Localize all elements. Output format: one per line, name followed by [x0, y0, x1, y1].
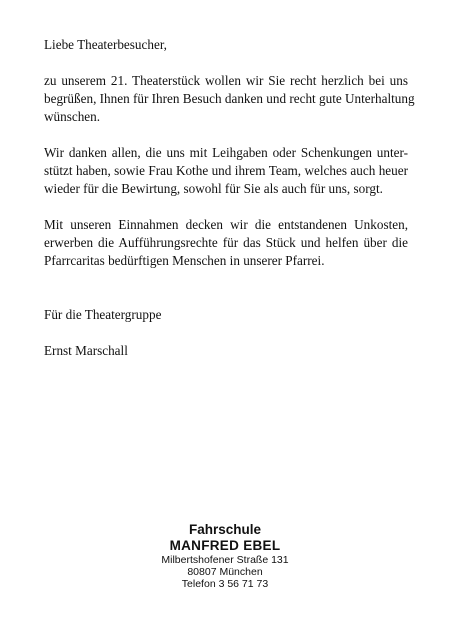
sponsor-footer [0, 522, 450, 590]
paragraph-line: wieder für die Bewirtung, sowohl für Sie als auch für uns, sorgt. [44, 181, 383, 196]
paragraph-line: Pfarrcaritas bedürftigen Menschen in unserer Pfarrei. [44, 253, 325, 268]
paragraph-income [44, 216, 408, 270]
paragraph-thanks [44, 144, 408, 198]
letter-body [44, 36, 415, 360]
paragraph-line: stützt haben, sowie Frau Kothe und ihrem Team, welches auch heuer [44, 163, 408, 178]
greeting: Liebe Theaterbesucher, [44, 37, 167, 52]
sponsor-company: Fahrschule [188, 522, 262, 537]
sponsor-street: Milbertshofener Straße 131 [161, 554, 289, 566]
sponsor-phone: Telefon 3 56 71 73 [181, 578, 269, 590]
paragraph-line: wünschen. [44, 109, 101, 124]
paragraph-line: begrüßen, Ihnen für Ihren Besuch danken und recht gute Unterhaltung [44, 91, 415, 106]
signature: Ernst Marschall [44, 343, 128, 358]
closing: Für die Theatergruppe [44, 307, 162, 322]
paragraph-line: Mit unseren Einnahmen decken wir die entstandenen Unkosten, [44, 217, 408, 232]
paragraph-line: erwerben die Aufführungsrechte für das Stück und helfen über die [44, 235, 408, 250]
paragraph-welcome [44, 72, 415, 126]
sponsor-city: 80807 München [187, 566, 263, 578]
paragraph-line: Wir danken allen, die uns mit Leihgaben oder Schenkungen unter- [44, 145, 408, 160]
paragraph-line: zu unserem 21. Theaterstück wollen wir Sie recht herzlich bei uns [44, 73, 408, 88]
sponsor-owner: MANFRED EBEL [169, 538, 281, 553]
